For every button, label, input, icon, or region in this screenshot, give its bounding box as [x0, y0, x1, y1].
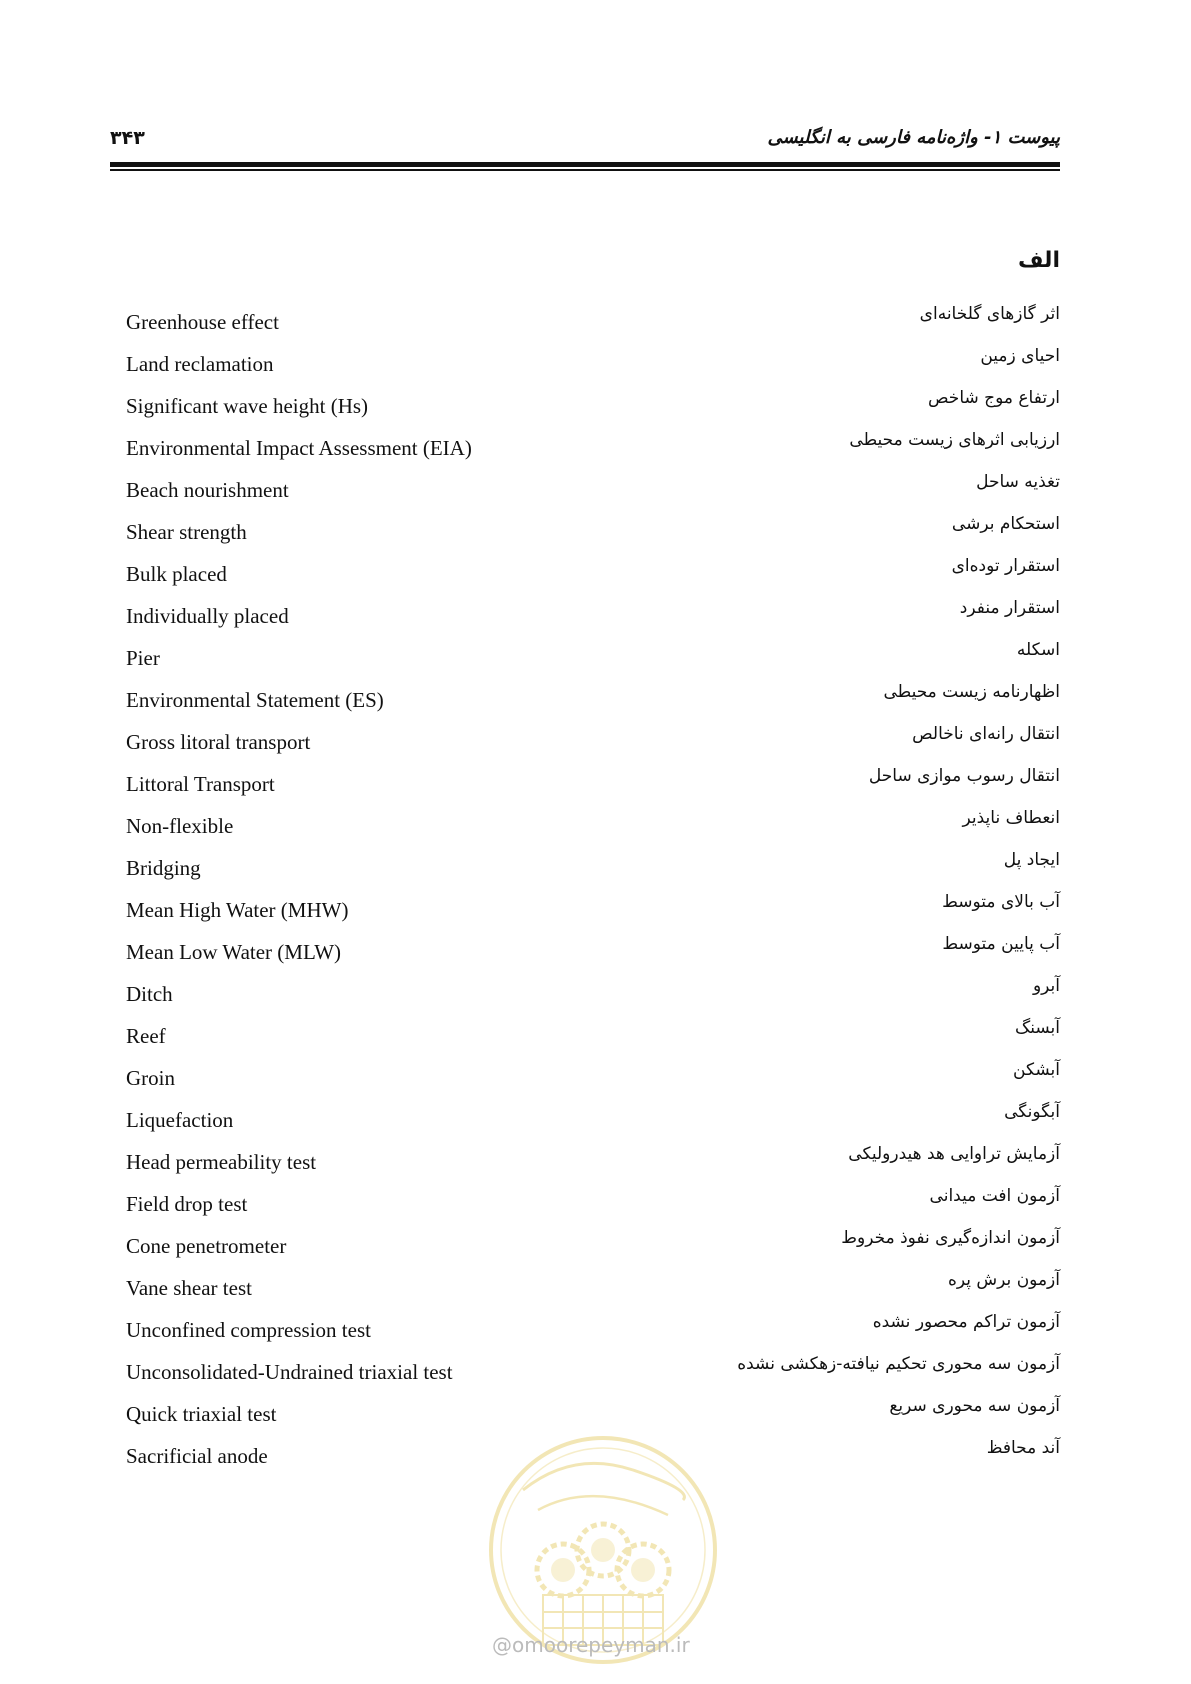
persian-term: آند محافظ [986, 1438, 1060, 1458]
glossary-entry [110, 426, 1060, 468]
english-term: Groin [126, 1066, 175, 1090]
glossary-entry [110, 636, 1060, 678]
english-term: Mean Low Water (MLW) [126, 940, 342, 964]
glossary-entry [110, 1350, 1060, 1392]
persian-term: احیای زمین [980, 346, 1060, 366]
persian-term: آبسنگ [1015, 1018, 1060, 1038]
section-letter: الف [1017, 248, 1060, 273]
persian-term: استحکام برشی [951, 514, 1060, 534]
glossary-entry [110, 1266, 1060, 1308]
english-term: Littoral Transport [126, 772, 275, 796]
persian-term: انتقال رسوب موازی ساحل [868, 766, 1060, 786]
glossary-entry [110, 300, 1060, 342]
english-term: Mean High Water (MHW) [126, 898, 349, 922]
english-term: Quick triaxial test [126, 1402, 277, 1426]
glossary-entry [110, 342, 1060, 384]
persian-term: آبگونگی [1004, 1102, 1060, 1122]
glossary-entry [110, 1014, 1060, 1056]
english-term: Pier [126, 646, 160, 670]
persian-term: اظهارنامه زیست محیطی [883, 682, 1060, 702]
glossary-entry [110, 468, 1060, 510]
english-term: Sacrificial anode [126, 1444, 268, 1468]
english-term: Land reclamation [126, 352, 274, 376]
english-term: Non-flexible [126, 814, 234, 838]
persian-term: آبشکن [1013, 1060, 1060, 1080]
glossary-entry [110, 930, 1060, 972]
english-term: Bulk placed [126, 562, 227, 586]
persian-term: آزمون اندازه‌گیری نفوذ مخروط [841, 1228, 1060, 1248]
glossary-entry [110, 1182, 1060, 1224]
glossary-entry [110, 594, 1060, 636]
glossary-entry [110, 888, 1060, 930]
page-header [110, 122, 1060, 152]
english-term: Field drop test [126, 1192, 248, 1216]
glossary-entry [110, 1308, 1060, 1350]
english-term: Unconsolidated-Undrained triaxial test [126, 1360, 453, 1384]
persian-term: استقرار توده‌ای [951, 556, 1060, 576]
english-term: Environmental Impact Assessment (EIA) [126, 436, 472, 460]
glossary-entry [110, 972, 1060, 1014]
persian-term: اسکله [1016, 640, 1060, 660]
glossary-entry [110, 510, 1060, 552]
persian-term: ایجاد پل [1003, 850, 1060, 870]
persian-term: آب پایین متوسط [942, 934, 1060, 954]
glossary-entry [110, 1098, 1060, 1140]
persian-term: انعطاف ناپذیر [962, 808, 1060, 828]
persian-term: آزمون افت میدانی [929, 1186, 1060, 1206]
glossary-entry [110, 384, 1060, 426]
running-title: پیوست ۱- واژه‌نامه فارسی به انگلیسی [767, 127, 1060, 148]
glossary-entry [110, 720, 1060, 762]
persian-term: آبرو [1032, 976, 1060, 996]
glossary-entry [110, 846, 1060, 888]
glossary-entry [110, 552, 1060, 594]
english-term: Unconfined compression test [126, 1318, 371, 1342]
persian-term: آزمون سه محوری سریع [889, 1396, 1060, 1416]
english-term: Greenhouse effect [126, 310, 279, 334]
glossary-entry [110, 762, 1060, 804]
glossary-entry [110, 678, 1060, 720]
english-term: Individually placed [126, 604, 289, 628]
english-term: Cone penetrometer [126, 1234, 287, 1258]
page-number: ۳۴۳ [110, 127, 145, 149]
english-term: Gross litoral transport [126, 730, 311, 754]
english-term: Liquefaction [126, 1108, 234, 1132]
english-term: Ditch [126, 982, 173, 1006]
english-term: Reef [126, 1024, 166, 1048]
at-icon: @ [492, 1633, 512, 1657]
glossary-entry [110, 1140, 1060, 1182]
english-term: Shear strength [126, 520, 247, 544]
persian-term: آزمون تراکم محصور نشده [872, 1312, 1060, 1332]
persian-term: آب بالای متوسط [942, 892, 1060, 912]
english-term: Significant wave height (Hs) [126, 394, 369, 418]
english-term: Bridging [126, 856, 201, 880]
persian-term: ارتفاع موج شاخص [927, 388, 1060, 408]
english-term: Vane shear test [126, 1276, 252, 1300]
persian-term: اثر گازهای گلخانه‌ای [919, 304, 1060, 324]
persian-term: آزمون برش پره [948, 1270, 1060, 1290]
glossary-entry [110, 1224, 1060, 1266]
persian-term: تغذیه ساحل [976, 472, 1060, 492]
persian-term: استقرار منفرد [959, 598, 1060, 618]
english-term: Environmental Statement (ES) [126, 688, 384, 712]
glossary-entry [110, 804, 1060, 846]
persian-term: ارزیابی اثرهای زیست محیطی [849, 430, 1060, 450]
header-rule-thin [110, 169, 1060, 171]
english-term: Head permeability test [126, 1150, 317, 1174]
persian-term: آزمون سه محوری تحکیم نیافته-زهکشی نشده [737, 1354, 1060, 1374]
watermark-url [492, 1633, 690, 1657]
watermark-url-text: omoorepeyman.ir [512, 1633, 690, 1657]
glossary-entry [110, 1392, 1060, 1434]
persian-term: انتقال رانه‌ای ناخالص [912, 724, 1060, 744]
persian-term: آزمایش تراوایی هد هیدرولیکی [848, 1144, 1060, 1164]
glossary-entry [110, 1056, 1060, 1098]
glossary-list [110, 300, 1060, 1476]
english-term: Beach nourishment [126, 478, 289, 502]
header-rule-thick [110, 162, 1060, 167]
